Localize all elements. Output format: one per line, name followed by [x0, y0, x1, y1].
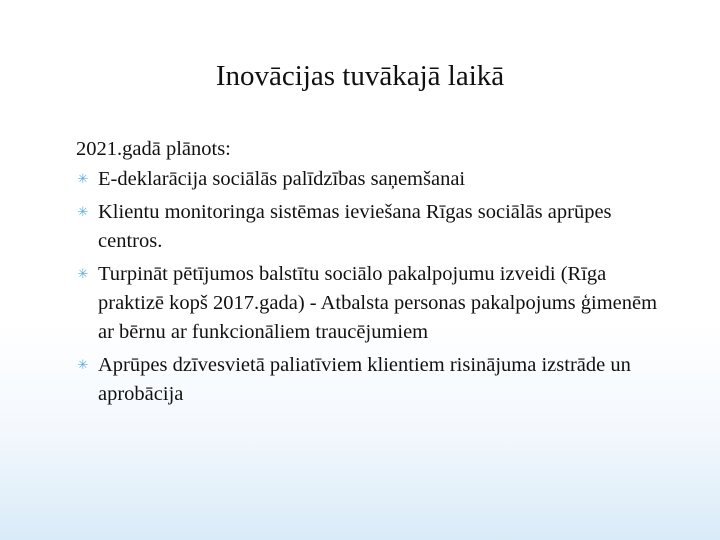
list-item-text: Turpināt pētījumos balstītu sociālo pakalpojumu izveidi (Rīga praktizē kopš 2017.gada) - Atbalsta personas pakalpojums ģimenēm ar bērnu ar funkcionāliem traucējumiem: [98, 263, 658, 343]
list-item-text: Klientu monitoringa sistēmas ieviešana Rīgas sociālās aprūpes centros.: [98, 201, 612, 252]
list-item: [76, 260, 676, 347]
list-item: [76, 165, 676, 194]
asterisk-icon: ✳: [77, 205, 89, 220]
list-item: [76, 198, 676, 256]
slide-content: [76, 135, 676, 413]
slide-title: Inovācijas tuvākajā laikā: [215, 60, 505, 92]
asterisk-icon: ✳: [77, 172, 89, 187]
asterisk-icon: ✳: [77, 267, 89, 282]
list-item-text: Aprūpes dzīvesvietā paliatīviem klientiem risinājuma izstrāde un aprobācija: [98, 354, 631, 405]
list-item: [76, 351, 676, 409]
asterisk-icon: ✳: [77, 358, 89, 373]
intro-text: 2021.gadā plānots:: [76, 138, 231, 160]
list-item-text: E-deklarācija sociālās palīdzības saņemšanai: [98, 168, 466, 190]
bullet-list: [76, 165, 676, 409]
